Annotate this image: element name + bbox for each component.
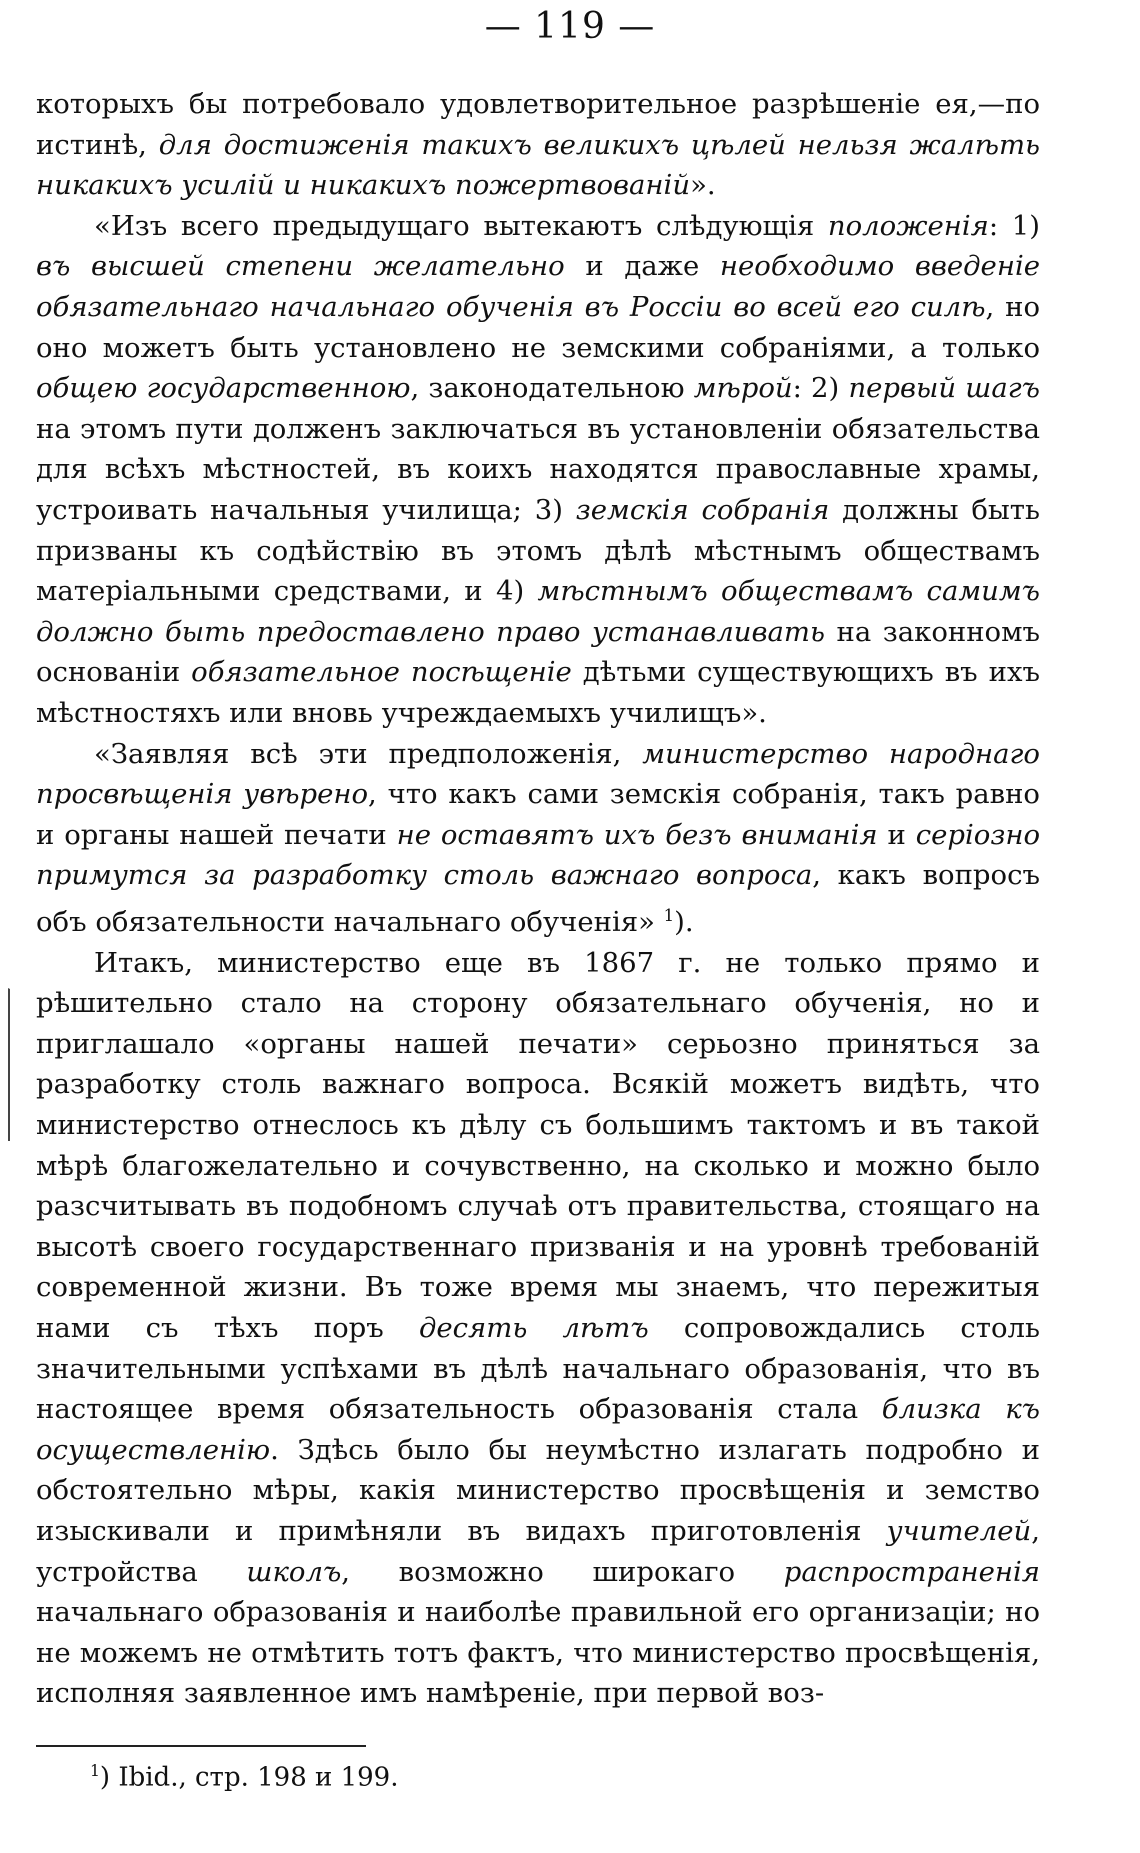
emphasis-text: мѣстнымъ обществамъ самимъ должно быть предоставлено право устанавливать xyxy=(36,575,1040,648)
text-run: Итакъ, министерство еще въ 1867 г. не только прямо и рѣшительно стало на сторону обязательнаго обученія, но и приглашало «органы нашей печати» серьозно приняться за разработку столь важнаго вопроса. Всякій можетъ видѣть, что министерство отнеслось къ дѣлу съ большимъ тактомъ и въ такой мѣрѣ благожелательно и сочувственно, на сколько и можно было разсчитывать въ подобномъ случаѣ отъ правительства, стоящаго на высотѣ своего государственнаго призванія и на уровнѣ требованій современной жизни. Въ тоже время мы знаемъ, что пережитыя нами съ тѣхъ поръ xyxy=(36,946,1040,1344)
text-run: «Заявляя всѣ эти предположенія, xyxy=(94,737,643,770)
text-run: ). xyxy=(674,906,694,939)
emphasis-text: не оставятъ ихъ безъ вниманія xyxy=(396,818,878,851)
emphasis-text: первый шагъ xyxy=(848,372,1040,405)
paragraph xyxy=(36,206,1040,734)
emphasis-text: распространенія xyxy=(783,1555,1040,1588)
emphasis-text: десять лѣтъ xyxy=(418,1311,649,1344)
text-run: и даже xyxy=(564,250,720,283)
text-run: , но оно можетъ быть установлено не земскими собраніями, а только xyxy=(36,290,1040,364)
emphasis-text: мѣрой xyxy=(693,372,793,405)
text-run: , законодательною xyxy=(410,372,694,405)
footnote-reference: 1 xyxy=(663,905,675,925)
emphasis-text: министерство народнаго просвѣщенія увѣрено xyxy=(36,737,1040,811)
text-run: «Изъ всего предыдущаго вытекаютъ слѣдующія xyxy=(94,209,828,242)
text-run: начальнаго образованія и наиболѣе правильной его организаціи; но не можемъ не отмѣтить тотъ фактъ, что министерство просвѣщенія, исполняя заявленное имъ намѣреніе, при первой воз- xyxy=(36,1596,1040,1710)
emphasis-text: серіозно примутся за разработку столь важнаго вопроса xyxy=(36,818,1041,892)
text-run: и xyxy=(877,818,916,851)
paragraph xyxy=(36,84,1040,206)
footnote-marker: 1 xyxy=(90,1762,100,1780)
paragraph xyxy=(36,943,1040,1714)
text-run: . Здѣсь было бы неумѣстно излагать подробно и обстоятельно мѣры, какія министерство просвѣщенія и земство изыскивали и примѣняли въ видахъ приготовленія xyxy=(36,1433,1040,1547)
text-run: : 1) xyxy=(988,209,1040,242)
text-run: дѣтьми существующихъ въ ихъ мѣстностяхъ или вновь учреждаемыхъ училищъ». xyxy=(36,656,1040,729)
text-run: на законномъ основаніи xyxy=(36,615,1040,689)
emphasis-text: школъ xyxy=(246,1555,342,1588)
text-run: , возможно широкаго xyxy=(341,1555,784,1588)
text-run: на этомъ пути долженъ заключаться въ установленіи обязательства для всѣхъ мѣстностей, въ коихъ находятся православные храмы, устроивать начальныя училища; 3) xyxy=(36,412,1040,526)
emphasis-text: въ высшей степени желательно xyxy=(36,250,565,283)
text-run: : 2) xyxy=(792,372,849,405)
text-run: ». xyxy=(690,169,716,202)
text-run: сопровождались столь значительными успѣхами въ дѣлѣ начальнаго образованія, что въ настоящее время обязательность образованія стала xyxy=(36,1311,1040,1426)
emphasis-text: обязательное посѣщеніе xyxy=(191,656,572,689)
paragraph xyxy=(36,734,1040,943)
body-text xyxy=(36,84,1040,1714)
text-run: , устройства xyxy=(36,1514,1040,1588)
text-run: , какъ вопросъ объ обязательности начальнаго обученія» xyxy=(36,859,1040,939)
emphasis-text: близка къ осуществленію xyxy=(36,1393,1040,1466)
emphasis-text: общею государственною xyxy=(36,372,411,405)
text-run: , что какъ сами земскія собранія, такъ равно и органы нашей печати xyxy=(36,778,1040,851)
margin-pencil-bracket xyxy=(8,988,20,1141)
emphasis-text: необходимо введеніе обязательнаго начальнаго обученія въ Россіи во всей его силѣ xyxy=(36,250,1041,323)
emphasis-text: учителей xyxy=(886,1514,1032,1547)
footnote xyxy=(90,1762,399,1793)
emphasis-text: для достиженія такихъ великихъ цѣлей нельзя жалѣть никакихъ усилій и никакихъ пожертвованій xyxy=(36,128,1041,202)
footnote-separator xyxy=(36,1745,366,1747)
emphasis-text: земскія собранія xyxy=(575,493,830,526)
text-run: должны быть призваны къ содѣйствію въ этомъ дѣлѣ мѣстнымъ обществамъ матеріальными средствами, и 4) xyxy=(36,493,1040,608)
emphasis-text: положенія xyxy=(827,209,989,242)
footnote-text: ) Ibid., стр. 198 и 199. xyxy=(99,1762,399,1793)
text-run: которыхъ бы потребовало удовлетворительное разрѣшеніе ея,—по истинѣ, xyxy=(36,88,1040,161)
page-number: — 119 — xyxy=(484,6,656,47)
